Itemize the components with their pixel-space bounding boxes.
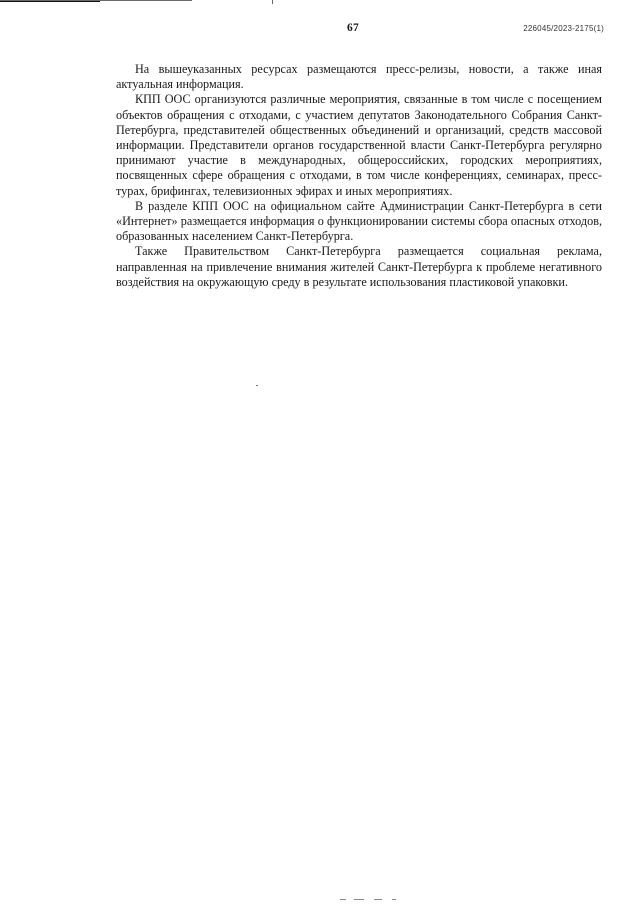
document-registration-code: 226045/2023-2175(1) [523,24,604,33]
top-rule [0,0,192,1]
page-number: 67 [346,22,360,34]
scan-speck [256,385,258,386]
document-body [116,62,602,290]
paragraph-2: КПП ООС организуются различные мероприятия, связанные в том числе с посещением объектов обращения с отходами, с участием депутатов Законодательного Собрания Санкт-Петербурга, представителей общественных объединений и организаций, средств массовой информации. Представители органов государственной власти Санкт-Петербурга регулярно принимают участие в международных, общероссийских, городских мероприятиях, посвященных сфере обращения с отходами, в том числе конференциях, семинарах, пресс-турах, брифингах, телевизионных эфирах и иных мероприятиях. [116,92,602,198]
bottom-scan-marks [340,899,400,901]
top-tick-mark [272,0,273,4]
paragraph-3: В разделе КПП ООС на официальном сайте Администрации Санкт-Петербурга в сети «Интернет» размещается информация о функционировании системы сбора опасных отходов, образованных населением Санкт-Петербурга. [116,198,602,244]
paragraph-4: Также Правительством Санкт-Петербурга размещается социальная реклама, направленная на привлечение внимания жителей Санкт-Петербурга к проблеме негативного воздействия на окружающую среду в результате использования пластиковой упаковки. [116,244,602,289]
paragraph-1: На вышеуказанных ресурсах размещаются пресс-релизы, новости, а также иная актуальная информация. [116,62,602,92]
